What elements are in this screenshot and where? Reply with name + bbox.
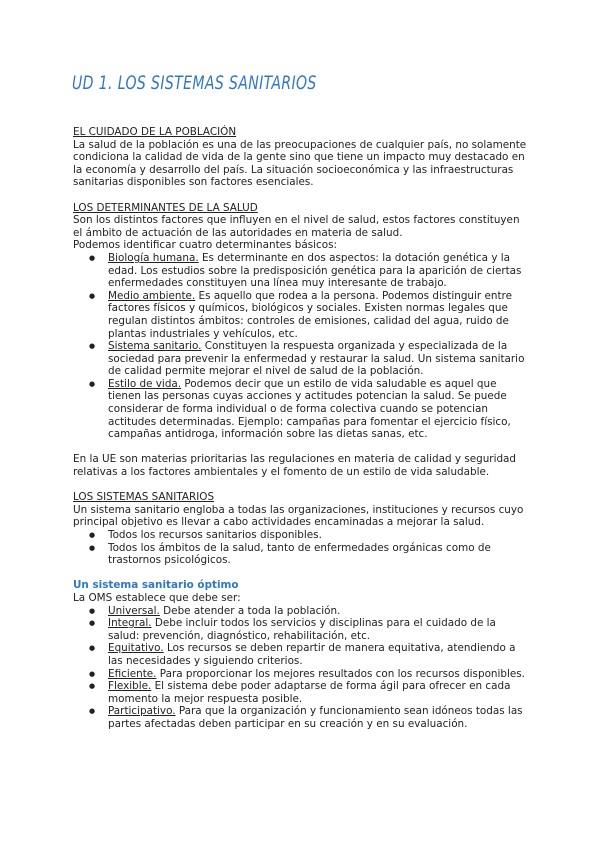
paragraph-cuidado: La salud de la población es una de las preocupaciones de cualquier país, no solamente condiciona la calidad de vida de la gente sino que tiene un impacto muy destacado en la economía y desarrollo del país. La situación socioeconómica y las infraestructuras sanitarias disponibles son factores esenciales. — [73, 138, 527, 189]
list-item — [73, 642, 529, 667]
list-item-text: Debe incluir todos los servicios y disciplinas para el cuidado de la salud: prevención, diagnóstico, rehabilitación, etc. — [108, 617, 496, 642]
list-item — [73, 340, 529, 378]
list-item — [73, 378, 529, 441]
list-item — [73, 680, 529, 705]
list-item-term: Universal. — [108, 604, 160, 617]
list-item-text: Es aquello que rodea a la persona. Podemos distinguir entre factores físicos y químicos, biológicos y sociales. Existen normas legales que regulan distintos ámbitos: controles de emisiones, calidad del agua, ruido de plantas industriales y vehículos, etc. — [108, 289, 512, 340]
sistemas-list — [73, 529, 529, 567]
list-item-text: Constituyen la respuesta organizada y especializada de la sociedad para prevenir la enfermedad y restaurar la salud. Un sistema sanitario de calidad permite mejorar el nivel de salud de la población. — [108, 340, 525, 378]
list-item-text: Podemos decir que un estilo de vida saludable es aquel que tienen las personas cuyas acciones y actitudes potencian la salud. Se puede considerar de forma individual o de forma colectiva cuando se potencian actitudes determinadas. Ejemplo: campañas para fomentar el ejercicio físico, campañas antidroga, información sobre las dietas sanas, etc. — [108, 377, 511, 441]
determinantes-list — [73, 252, 529, 441]
list-item-text: Para proporcionar los mejores resultados con los recursos disponibles. — [156, 667, 525, 680]
section-heading-cuidado: EL CUIDADO DE LA POBLACIÓN — [73, 126, 237, 138]
list-item-term: Eficiente. — [108, 667, 157, 680]
list-item-term: Flexible. — [108, 680, 152, 693]
paragraph-determinantes-1: Son los distintos factores que influyen en el nivel de salud, estos factores constituyen el ámbito de actuación de las autoridades en materia de salud. — [73, 214, 520, 239]
list-item — [73, 705, 529, 730]
list-item-text: Es determinante en dos aspectos: la dotación genética y la edad. Los estudios sobre la predisposición genética para la aparición de ciertas enfermedades constituyen una línea muy interesante de trabajo. — [108, 251, 522, 290]
list-item-term: Medio ambiente. — [108, 289, 196, 302]
paragraph-determinantes-2: Podemos identificar cuatro determinantes básicos: — [73, 239, 338, 252]
list-item-term: Integral. — [108, 617, 152, 630]
list-item-text: Debe atender a toda la población. — [159, 604, 341, 617]
document-body — [73, 126, 529, 731]
document-title: UD 1. LOS SISTEMAS SANITARIOS — [72, 72, 317, 94]
optimo-list — [73, 605, 529, 731]
list-item-term: Estilo de vida. — [108, 377, 182, 390]
list-item — [73, 605, 529, 618]
list-item-text: El sistema debe poder adaptarse de forma ágil para ofrecer en cada momento la mejor respuesta posible. — [108, 680, 511, 705]
list-item-term: Equitativo. — [108, 642, 164, 655]
paragraph-oms: La OMS establece que debe ser: — [73, 591, 241, 604]
paragraph-ue: En la UE son materias prioritarias las regulaciones en materia de calidad y seguridad relativas a los factores ambientales y el fomento de un estilo de vida saludable. — [73, 453, 517, 479]
list-item — [73, 252, 529, 290]
list-item-term: Sistema sanitario. — [108, 340, 202, 353]
list-item — [73, 290, 529, 340]
list-item: ● Todos los ámbitos de la salud, tanto de enfermedades orgánicas como de trastornos psicológicos. — [73, 542, 529, 567]
list-item-term: Biología humana. — [108, 251, 199, 264]
list-item-term: Participativo. — [108, 705, 176, 718]
list-item: ● Todos los recursos sanitarios disponibles. — [73, 529, 529, 542]
list-item-text: Para que la organización y funcionamiento sean idóneos todas las partes afectadas deben participar en su creación y en su evaluación. — [108, 705, 523, 730]
list-item-text: Los recursos se deben repartir de manera equitativa, atendiendo a las necesidades y siguiendo criterios. — [108, 642, 516, 667]
list-item — [73, 617, 529, 642]
list-item — [73, 668, 529, 681]
section-heading-sistemas: LOS SISTEMAS SANITARIOS — [73, 491, 215, 504]
section-heading-determinantes: LOS DETERMINANTES DE LA SALUD — [73, 201, 258, 214]
paragraph-sistemas: Un sistema sanitario engloba a todas las organizaciones, instituciones y recursos cuyo principal objetivo es llevar a cabo actividades encaminadas a mejorar la salud. — [73, 503, 524, 529]
subsection-heading-optimo: Un sistema sanitario óptimo — [73, 579, 239, 592]
